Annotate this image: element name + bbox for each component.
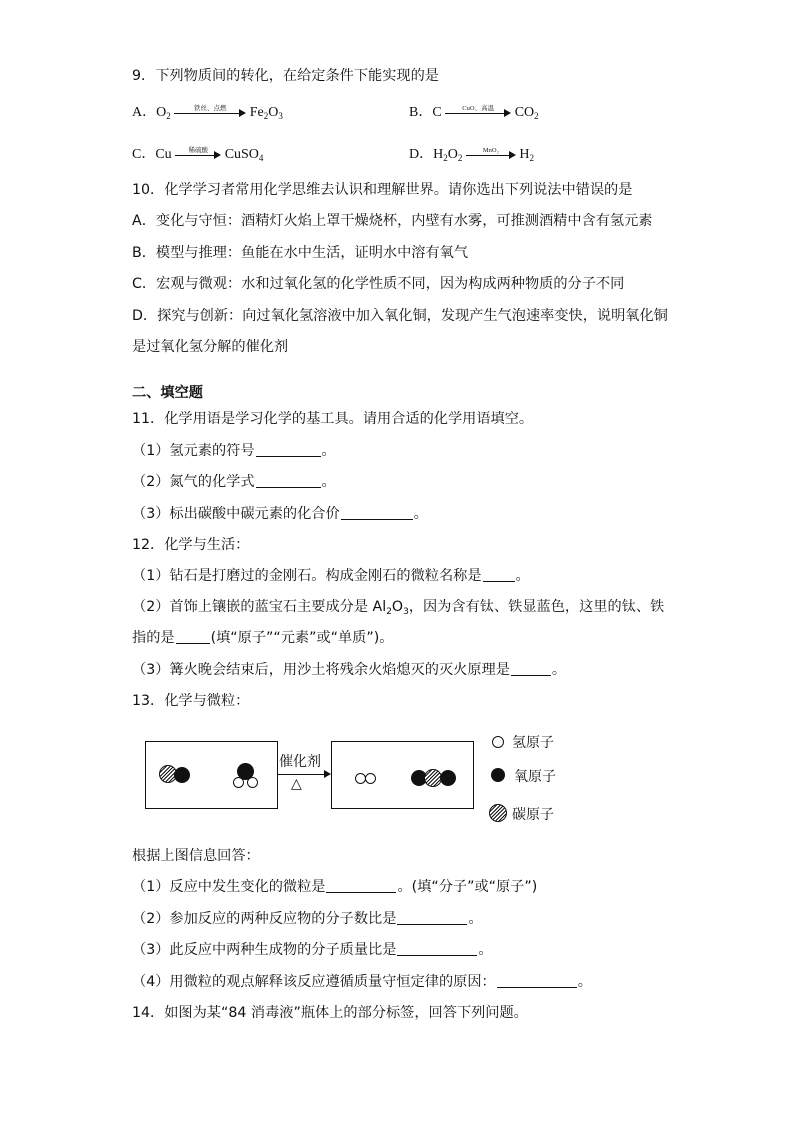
reaction-arrow: CuO、高温 <box>445 103 511 123</box>
answer-blank[interactable] <box>397 941 477 956</box>
legend-carbon-label: 碳原子 <box>512 807 554 823</box>
legend-hydrogen-label: 氢原子 <box>512 735 554 751</box>
catalyst-label: 催化剂 <box>279 754 321 770</box>
q9-option-b: B．C CuO、高温 $CO_2$ <box>409 105 539 122</box>
section-heading: 二、填空题 <box>132 385 203 401</box>
q13-stem: 13．化学与微粒： <box>132 693 250 709</box>
reaction-arrow: MnO₂ <box>466 145 516 165</box>
q13-item-1: （1）反应中发生变化的微粒是 。(填“分子”或“原子”) <box>132 879 538 895</box>
answer-blank[interactable] <box>341 505 413 520</box>
q14-stem: 14．如图为某“84 消毒液”瓶体上的部分标签，回答下列问题。 <box>132 1005 528 1021</box>
oxygen-atom <box>440 770 456 786</box>
answer-blank[interactable] <box>397 910 467 925</box>
q12-item-2-cont: 指的是 (填“原子”“元素”或“单质”)。 <box>132 630 394 646</box>
q11-stem: 11．化学用语是学习化学的基工具。请用合适的化学用语填空。 <box>132 411 534 427</box>
legend-hydrogen-icon <box>492 736 504 748</box>
q10-stem: 10．化学学习者常用化学思维去认识和理解世界。请你选出下列说法中错误的是 <box>132 182 633 198</box>
products-box <box>331 741 474 809</box>
legend-oxygen-label: 氧原子 <box>514 769 556 785</box>
q12-item-3: （3）篝火晚会结束后，用沙土将残余火焰熄灭的灭火原理是 。 <box>132 662 567 678</box>
answer-blank[interactable] <box>497 973 577 988</box>
q10-option-b: B．模型与推理：鱼能在水中生活，证明水中溶有氧气 <box>132 245 469 261</box>
q13-item-2: （2）参加反应的两种反应物的分子数比是 。 <box>132 911 483 927</box>
heat-symbol: △ <box>291 776 302 792</box>
q11-item-1: （1）氢元素的符号 。 <box>132 443 336 459</box>
q10-option-a: A．变化与守恒：酒精灯火焰上罩干燥烧杯，内壁有水雾，可推测酒精中含有氢元素 <box>132 213 653 229</box>
q11-item-3: （3）标出碳酸中碳元素的化合价 。 <box>132 506 428 522</box>
reaction-arrow <box>277 774 329 775</box>
q12-item-2: （2）首饰上镶嵌的蓝宝石主要成分是 $Al_2O_3$，因为含有钛、铁显蓝色，这里的钛、铁 <box>132 599 665 617</box>
answer-blank[interactable] <box>326 878 396 893</box>
q10-option-c: C．宏观与微观：水和过氧化氢的化学性质不同，因为构成两种物质的分子不同 <box>132 276 625 292</box>
reaction-arrow: 稀硫酸 <box>175 145 221 165</box>
q9-option-d: D．$H_2O_2$ MnO₂ $H_2$ <box>409 147 534 164</box>
q9-option-c: C．Cu 稀硫酸 CuSO$_4$ <box>132 147 264 164</box>
answer-blank[interactable] <box>511 661 551 676</box>
legend-carbon-icon <box>489 804 507 822</box>
q10-option-d-cont: 是过氧化氢分解的催化剂 <box>132 339 289 355</box>
hydrogen-atom <box>247 777 258 788</box>
q13-prompt: 根据上图信息回答： <box>132 848 260 864</box>
answer-blank[interactable] <box>256 442 321 457</box>
q9-option-a: A．$O_2$ 铁丝、点燃 $Fe_2O_3$ <box>132 105 283 122</box>
reaction-arrow: 铁丝、点燃 <box>174 103 246 123</box>
q13-item-3: （3）此反应中两种生成物的分子质量比是 。 <box>132 942 493 958</box>
q11-item-2: （2）氮气的化学式 。 <box>132 474 336 490</box>
reactants-box <box>145 741 278 809</box>
answer-blank[interactable] <box>256 473 321 488</box>
hydrogen-atom <box>365 773 376 784</box>
arrow-head <box>324 770 331 778</box>
legend-oxygen-icon <box>491 768 505 782</box>
q10-option-d: D．探究与创新：向过氧化氢溶液中加入氧化铜，发现产生气泡速率变快，说明氧化铜 <box>132 308 668 324</box>
hydrogen-atom <box>233 777 244 788</box>
q13-item-4: （4）用微粒的观点解释该反应遵循质量守恒定律的原因： 。 <box>132 974 592 990</box>
answer-blank[interactable] <box>483 567 515 582</box>
q9-stem: 9．下列物质间的转化，在给定条件下能实现的是 <box>132 68 439 84</box>
q12-stem: 12．化学与生活： <box>132 537 250 553</box>
oxygen-atom <box>174 767 190 783</box>
answer-blank[interactable] <box>176 629 210 644</box>
q12-item-1: （1）钻石是打磨过的金刚石。构成金刚石的微粒名称是 。 <box>132 568 530 584</box>
